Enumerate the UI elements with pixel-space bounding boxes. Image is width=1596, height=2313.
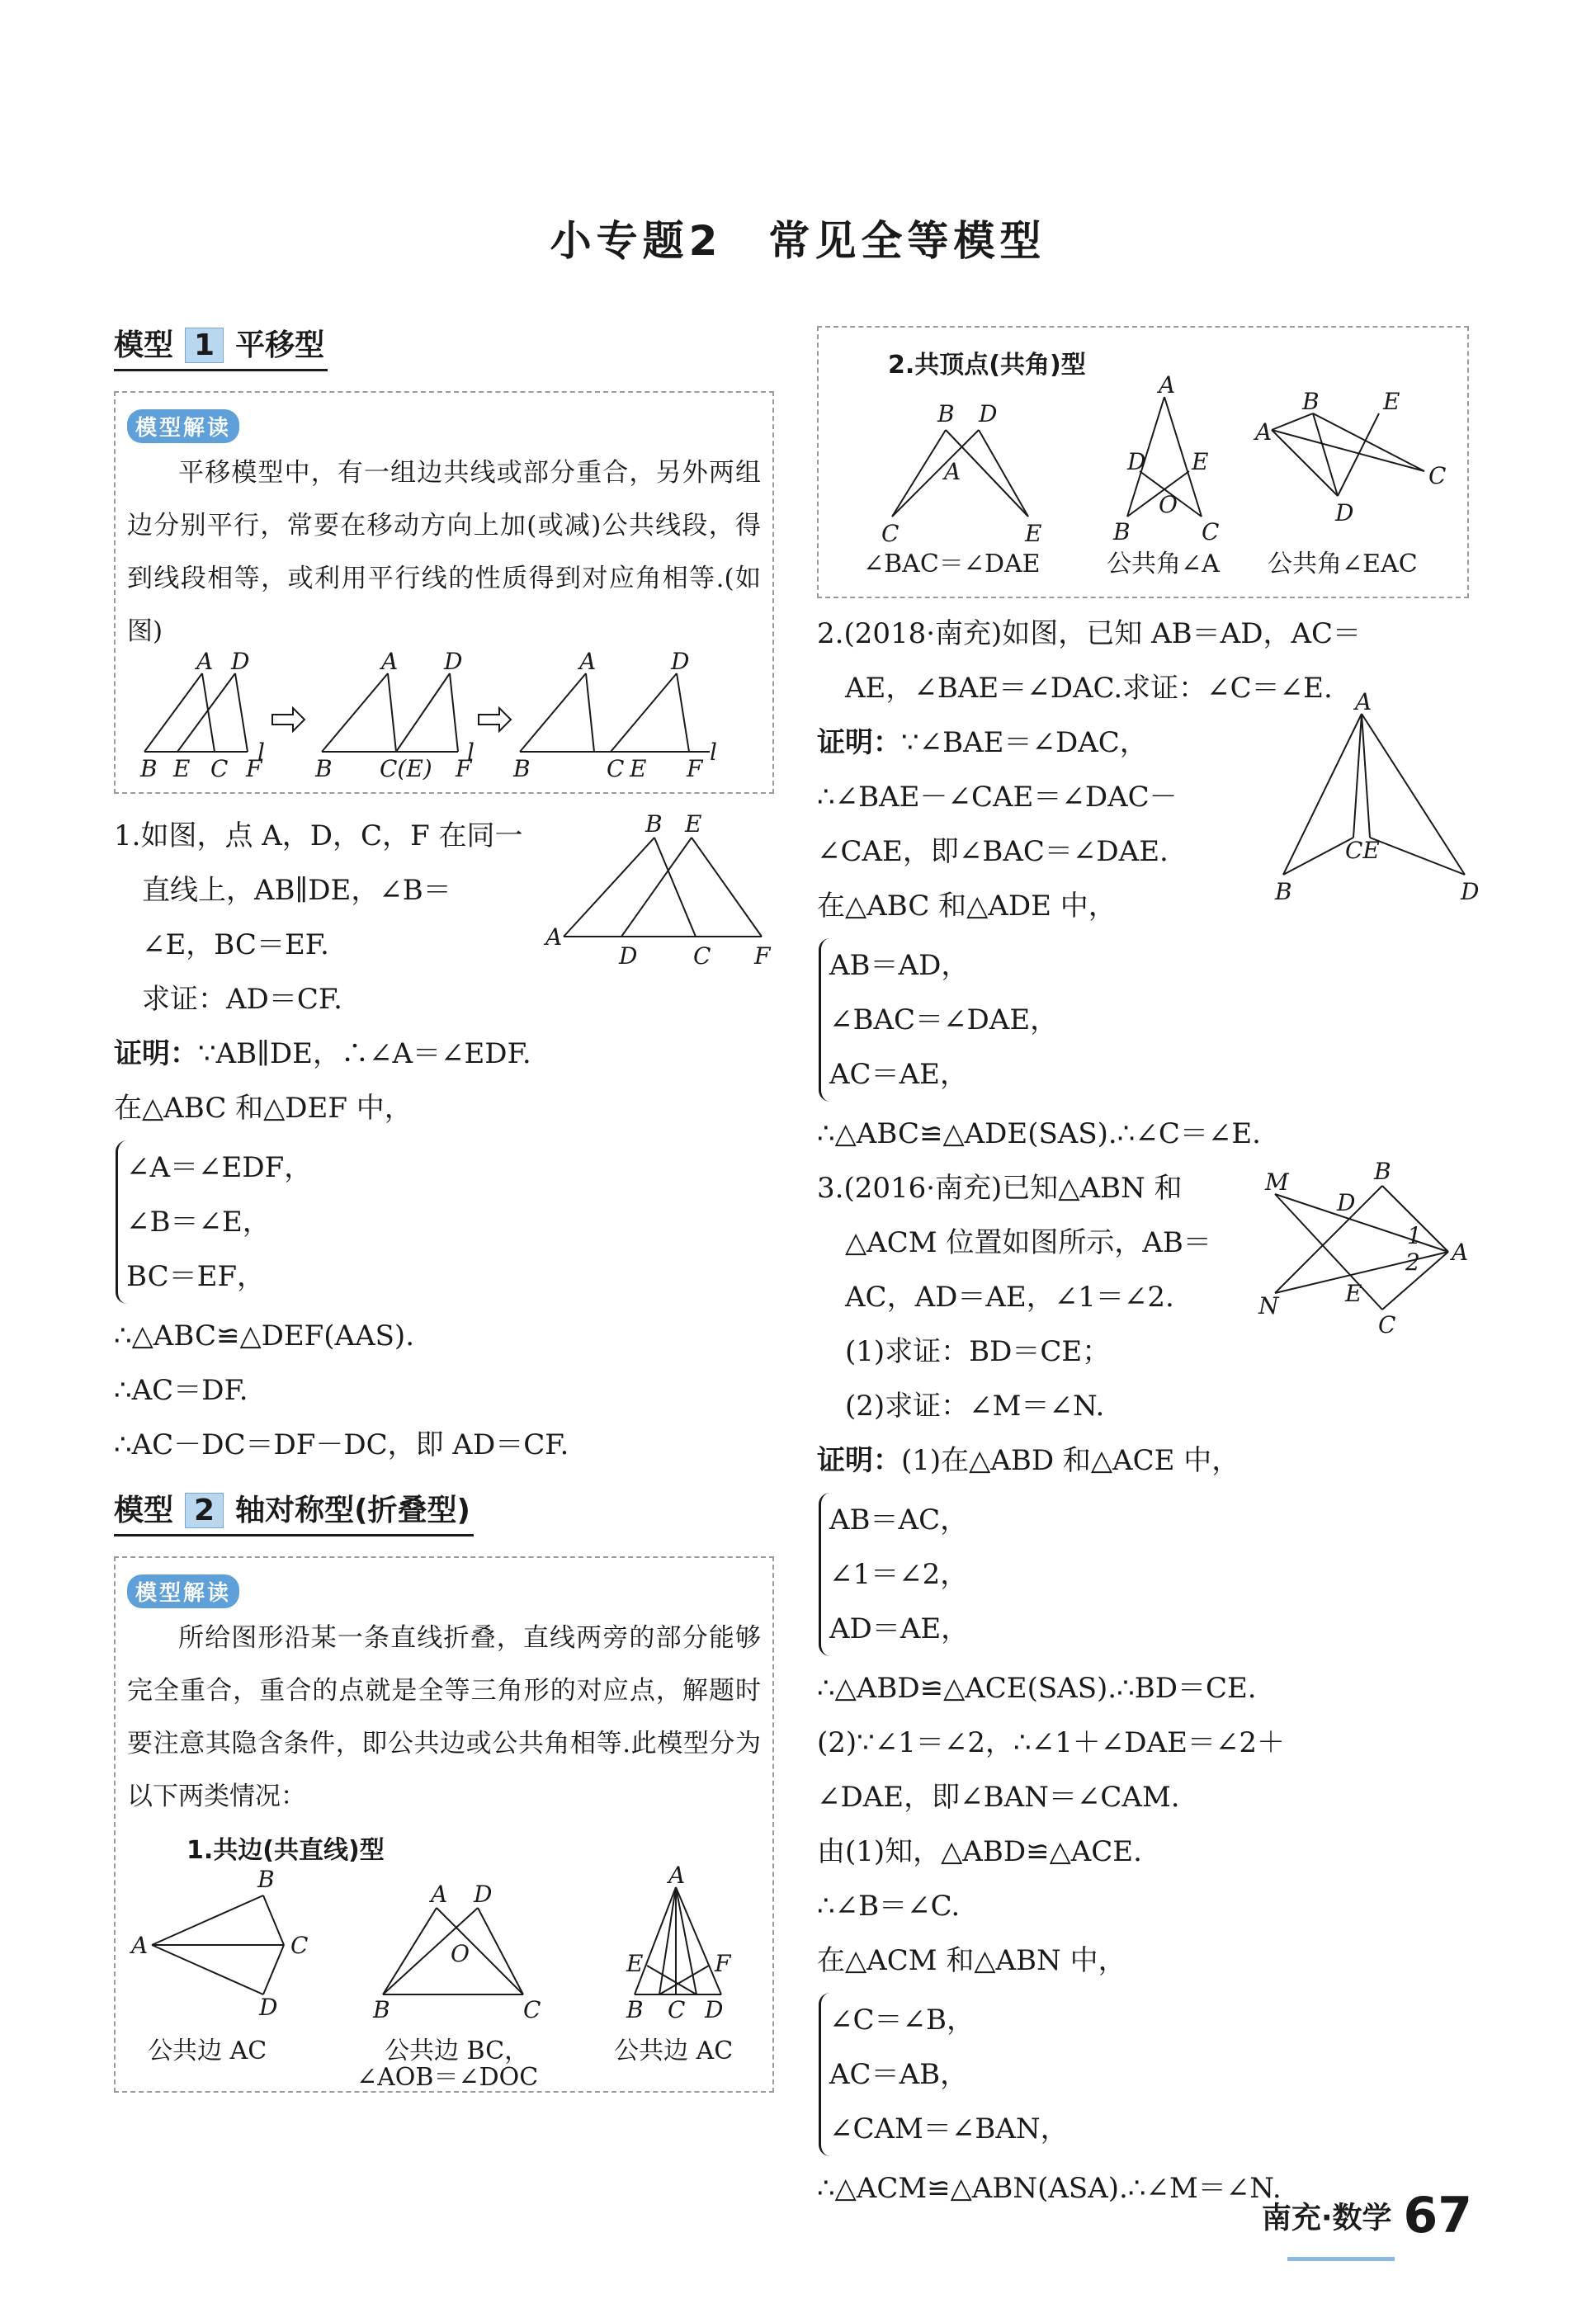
proof-label: 证明： [817,1444,901,1477]
shared-side-diagrams [127,1862,763,2092]
q1-line: 1.如图，点 A，D，C，F 在同一 [114,819,523,852]
svg-text:A: A [381,648,399,675]
svg-text:D: D [1461,878,1480,905]
svg-text:D: D [1127,448,1146,475]
q3-figure [1250,1158,1477,1338]
svg-text:E: E [1025,520,1042,547]
svg-text:B: B [140,755,158,782]
svg-text:C: C [523,1996,541,2023]
svg-text:N: N [1258,1292,1279,1319]
model1-heading [114,322,774,376]
svg-text:D: D [705,1996,724,2023]
svg-text:D: D [1337,1189,1356,1216]
proof-line: ∵AB∥DE，∴∠A＝∠EDF. [198,1037,531,1070]
model-number: 2 [185,1493,224,1528]
brace-line: AB＝AC， [829,1503,969,1536]
svg-text:C: C [1428,462,1447,489]
caption: ∠BAC＝∠DAE [863,550,1041,578]
caption: 公共角∠EAC [1268,550,1418,578]
svg-text:1: 1 [1407,1222,1422,1249]
question-1 [114,809,774,1472]
q1-line: 直线上，AB∥DE，∠B＝ [142,874,451,907]
model2-text: 所给图形沿某一条直线折叠，直线两旁的部分能够完全重合，重合的点就是全等三角形的对应点，解题时要注意其隐含条件，即公共边或公共角相等.此模型分为以下两类情况： [127,1623,761,1811]
page-footer [1262,2187,1472,2245]
q2-line: AE，∠BAE＝∠DAC.求证：∠C＝∠E. [845,672,1333,705]
svg-text:B: B [1113,518,1131,545]
svg-text:B: B [1302,388,1320,415]
svg-text:A: A [545,923,563,951]
svg-text:A: A [944,458,961,485]
proof-line: ∴∠BAE－∠CAE＝∠DAC－ [817,781,1178,814]
svg-text:E: E [685,810,702,838]
q3-line: 3.(2016·南充)已知△ABN 和 [817,1172,1183,1205]
model1-text: 平移模型中，有一组边共线或部分重合，另外两组边分别平行，常要在移动方向上加(或减)公共线段，得到线段相等，或利用平行线的性质得到对应角相等.(如图) [127,458,761,646]
brace-line: AD＝AE， [829,1612,970,1645]
svg-text:l: l [710,739,717,766]
svg-text:A: A [668,1862,686,1889]
proof-label: 证明： [114,1037,198,1070]
footer-subject: 南充·数学 [1261,2201,1392,2235]
condition-brace [819,1993,1477,2156]
q1-line: 求证：AD＝CF. [142,983,342,1016]
svg-text:l: l [467,739,475,766]
svg-text:D: D [1335,499,1354,526]
q2-figure [1263,688,1480,912]
proof-line: ∴AC＝DF. [114,1374,248,1407]
svg-text:2: 2 [1405,1249,1420,1276]
svg-text:F: F [246,755,262,782]
svg-text:D: D [979,400,998,427]
proof-line: 在△ABC 和△ADE 中， [817,890,1117,923]
left-column [114,322,774,2093]
caption: 公共边 AC [148,2037,267,2065]
svg-text:E: E [173,755,191,782]
q1-figure [543,809,774,974]
svg-text:C: C [1202,518,1220,545]
svg-text:A: A [431,1881,448,1908]
model-name: 轴对称型(折叠型) [235,1494,470,1527]
caption: 公共边 AC [614,2037,734,2065]
translation-diagrams [140,648,751,782]
model2-heading [114,1487,774,1541]
svg-text:B: B [373,1996,390,2023]
svg-text:E: E [626,1950,644,1977]
brace-line: AC＝AB， [829,2058,969,2091]
brace-line: ∠B＝∠E， [126,1206,271,1239]
condition-brace [819,1493,1477,1656]
proof-line: 在△ACM 和△ABN 中， [817,1944,1126,1977]
model-number: 1 [185,328,224,363]
svg-text:F: F [687,755,703,782]
brace-line: ∠1＝∠2， [829,1558,969,1591]
proof-line: ∵∠BAE＝∠DAC， [901,726,1148,759]
svg-text:A: A [131,1932,149,1959]
svg-text:B: B [1275,878,1292,905]
svg-text:E: E [1345,1280,1362,1307]
q3-line: (1)求证：BD＝CE； [845,1335,1111,1368]
brace-line: ∠CAM＝∠BAN， [829,2112,1069,2145]
svg-text:C: C [668,1996,686,2023]
svg-text:D: D [474,1881,493,1908]
proof-line: (2)∵∠1＝∠2，∴∠1＋∠DAE＝∠2＋ [817,1726,1286,1759]
svg-text:C: C [1378,1311,1396,1338]
brace-line: AB＝AD， [829,949,970,982]
svg-text:D: D [671,648,690,675]
proof-line: ∴△ABD≌△ACE(SAS).∴BD＝CE. [817,1672,1257,1705]
svg-text:O: O [451,1940,470,1967]
question-3 [817,1158,1477,2216]
proof-line: ∴△ABC≌△DEF(AAS). [114,1319,415,1352]
svg-text:CE: CE [1345,837,1380,864]
caption: 公共边 BC， [385,2037,530,2065]
svg-text:C: C [210,755,229,782]
caption: 公共角∠A [1107,550,1220,578]
brace-line: AC＝AE， [829,1058,968,1091]
svg-text:E: E [630,755,647,782]
svg-text:A: A [196,648,214,675]
model-name: 平移型 [235,328,325,362]
right-column [817,326,1480,2216]
svg-text:O: O [1159,491,1178,518]
q3-line: AC，AD＝AE，∠1＝∠2. [845,1281,1174,1314]
model-label: 模型 [114,328,174,362]
brace-line: ∠BAC＝∠DAE， [829,1003,1059,1036]
proof-line: ∴△ACM≌△ABN(ASA).∴∠M＝∠N. [817,2172,1282,2205]
svg-text:B: B [513,755,531,782]
shared-vertex-box [817,326,1469,598]
svg-text:B: B [1374,1158,1391,1185]
svg-text:B: B [937,400,955,427]
shared-vertex-diagrams [830,371,1457,587]
proof-line: 在△ABC 和△DEF 中， [114,1092,413,1125]
svg-text:B: B [257,1866,275,1893]
proof-line: (1)在△ABD 和△ACE 中， [901,1444,1240,1477]
svg-text:A: A [579,648,597,675]
q1-line: ∠E，BC＝EF. [142,928,329,961]
svg-text:F: F [715,1950,731,1977]
svg-text:D: D [231,648,250,675]
proof-line: ∠DAE，即∠BAN＝∠CAM. [817,1781,1180,1814]
svg-text:C: C [693,942,711,970]
svg-text:A: A [1255,418,1273,446]
svg-text:E: E [1383,388,1400,415]
svg-text:C: C [290,1932,309,1959]
condition-brace [116,1140,774,1304]
svg-text:M: M [1265,1168,1289,1196]
proof-line: ∴△ABC≌△ADE(SAS).∴∠C＝∠E. [817,1117,1261,1150]
svg-text:C: C [881,520,900,547]
svg-text:C(E): C(E) [380,755,432,782]
svg-text:F: F [754,942,771,970]
model1-explanation-box [114,391,774,794]
svg-text:E: E [1192,448,1209,475]
brace-line: ∠A＝∠EDF， [126,1151,313,1184]
proof-label: 证明： [817,726,901,759]
model2-subtitle: 2.共顶点(共角)型 [888,351,1086,380]
question-2 [817,607,1480,1161]
svg-text:D: D [619,942,638,970]
svg-text:B: B [626,1996,644,2023]
model-label: 模型 [114,1494,174,1527]
model-badge: 模型解读 [127,1574,239,1608]
brace-line: ∠C＝∠B， [829,2004,975,2037]
model2-explanation-box [114,1556,774,2093]
svg-text:B: B [645,810,663,838]
proof-line: ∴∠B＝∠C. [817,1890,961,1923]
svg-text:l: l [257,739,265,766]
svg-text:A: A [1452,1239,1469,1266]
proof-line: ∴AC－DC＝DF－DC，即 AD＝CF. [114,1428,569,1461]
brace-line: BC＝EF， [126,1260,266,1293]
svg-text:F: F [456,755,472,782]
model-badge: 模型解读 [127,409,239,443]
model2-subtitle: 1.共边(共直线)型 [187,1836,385,1865]
condition-brace [819,938,1477,1102]
proof-line: ∠CAE，即∠BAC＝∠DAE. [817,835,1169,868]
svg-text:D: D [444,648,463,675]
page-title: 小专题2 常见全等模型 [550,217,1046,265]
svg-text:B: B [315,755,333,782]
page-number: 67 [1403,2187,1472,2245]
q3-line: △ACM 位置如图所示，AB＝ [845,1226,1211,1259]
proof-line: 由(1)知，△ABD≌△ACE. [817,1835,1142,1868]
svg-text:A: A [1355,688,1372,715]
caption: ∠AOB＝∠DOC [357,2063,539,2092]
svg-text:A: A [1159,371,1176,399]
q3-line: (2)求证：∠M＝∠N. [845,1390,1105,1423]
q2-line: 2.(2018·南充)如图，已知 AB＝AD，AC＝ [817,617,1362,650]
svg-text:C: C [607,755,625,782]
footer-accent-line [1287,2257,1395,2261]
svg-text:D: D [259,1994,278,2021]
